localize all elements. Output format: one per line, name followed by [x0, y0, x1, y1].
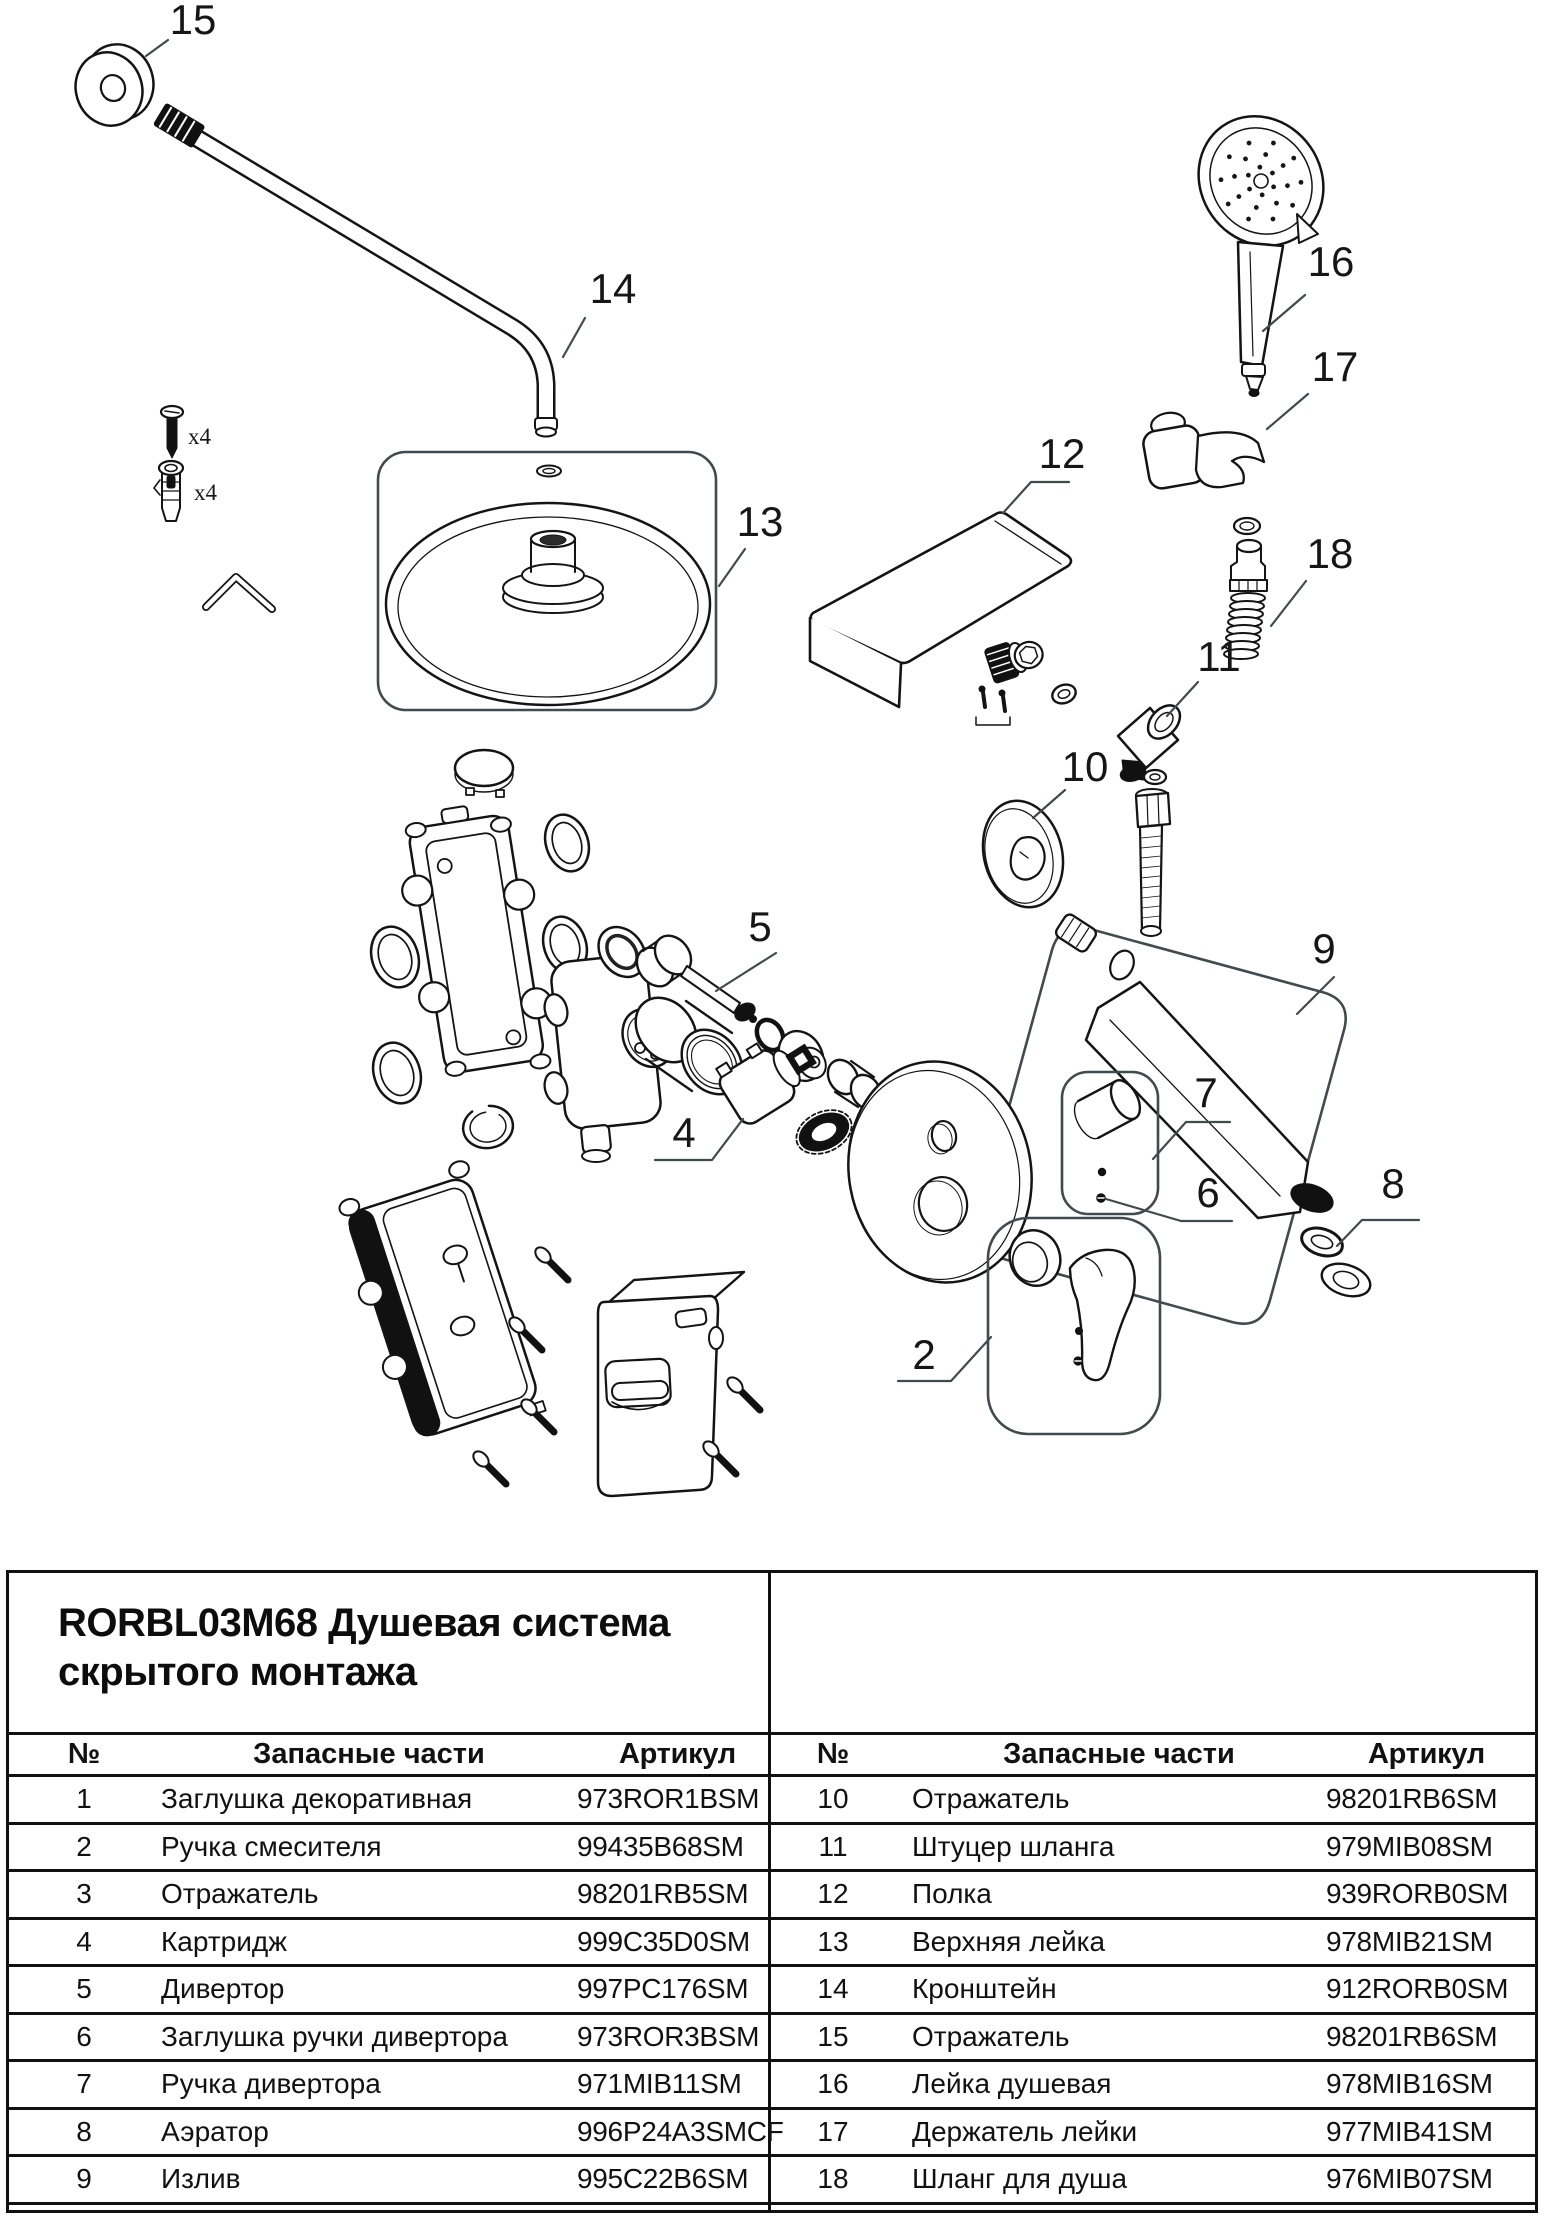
leader-5: [716, 953, 776, 991]
row-name: Ручка дивертора: [161, 2068, 381, 2100]
row-name: Штуцер шланга: [912, 1830, 1115, 1862]
parts-table-right: [771, 1732, 1535, 2205]
row-name: Держатель лейки: [912, 2115, 1138, 2147]
row-num: 8: [76, 2115, 92, 2147]
header-num: №: [67, 1738, 101, 1770]
row-sku: 939RORB0SM: [1326, 1878, 1509, 1910]
product-title-line2: скрытого монтажа: [58, 1650, 417, 1694]
row-name: Картридж: [161, 1925, 287, 1957]
row-num: 9: [76, 2163, 92, 2195]
table-row: [9, 2062, 768, 2110]
callout-14: 14: [589, 265, 637, 312]
table-header: [9, 1732, 768, 1777]
anchor-qty-label: x4: [194, 480, 217, 505]
row-sku: 99435B68SM: [577, 1830, 744, 1862]
row-name: Отражатель: [912, 2020, 1070, 2052]
row-sku: 976MIB07SM: [1326, 2163, 1493, 2195]
header-num: №: [816, 1738, 850, 1770]
allen-key-icon: [206, 577, 272, 609]
row-sku: 98201RB5SM: [577, 1878, 749, 1910]
header-sku: Артикул: [1368, 1738, 1485, 1770]
row-num: 2: [76, 1830, 92, 1862]
table-row: [9, 1920, 768, 1968]
row-sku: 912RORB0SM: [1326, 1973, 1509, 2005]
table-row: [9, 2110, 784, 2158]
row-name: Отражатель: [912, 1783, 1070, 1815]
protective-box-icon: [329, 1159, 548, 1455]
row-name: Ручка смесителя: [161, 1830, 382, 1862]
leader-11: [1167, 682, 1198, 716]
mounting-bracket-icon: [391, 798, 562, 1086]
row-num: 6: [76, 2020, 92, 2052]
mixer-handle-2-icon: [988, 1218, 1160, 1434]
callout-9: 9: [1312, 925, 1336, 972]
decorative-cap-1-icon: [455, 750, 513, 797]
row-sku: 98201RB6SM: [1326, 1783, 1498, 1815]
row-num: 5: [76, 1973, 92, 2005]
row-name: Отражатель: [161, 1878, 319, 1910]
callout-18: 18: [1306, 530, 1354, 577]
leader-4: [655, 1119, 743, 1160]
callout-11: 11: [1197, 633, 1241, 680]
callout-2: 2: [912, 1331, 936, 1378]
row-num: 10: [817, 1783, 849, 1815]
table-row: [771, 1920, 1535, 1968]
row-name: Аэратор: [161, 2115, 269, 2147]
row-name: Полка: [912, 1878, 992, 1910]
table-row: [9, 1967, 768, 2015]
table-row: [9, 2015, 768, 2063]
wall-anchor-icon: [154, 461, 183, 521]
row-sku: 98201RB6SM: [1326, 2020, 1498, 2052]
product-title: [58, 1599, 748, 1697]
row-sku: 999C35D0SM: [577, 1925, 750, 1957]
table-row: [771, 2015, 1535, 2063]
row-sku: 997PC176SM: [577, 1973, 749, 2005]
row-name: Излив: [161, 2163, 241, 2195]
row-sku: 977MIB41SM: [1326, 2115, 1493, 2147]
row-num: 1: [76, 1783, 92, 1815]
overhead-shower-13-icon: [378, 452, 716, 710]
leader-17: [1267, 394, 1308, 429]
table-row: [9, 1777, 768, 1825]
escutcheon-10-icon: [972, 792, 1074, 916]
row-num: 11: [818, 1830, 848, 1862]
row-num: 4: [76, 1925, 92, 1957]
row-name: Кронштейн: [912, 1973, 1057, 2005]
table-row: [771, 2157, 1535, 2205]
row-num: 7: [76, 2068, 92, 2100]
row-num: 18: [817, 2163, 849, 2195]
row-name: Заглушка декоративная: [161, 1783, 473, 1815]
row-num: 17: [817, 2115, 849, 2147]
table-row: [771, 1967, 1535, 2015]
row-num: 12: [817, 1878, 849, 1910]
row-sku: 973ROR3BSM: [577, 2020, 760, 2052]
row-num: 3: [76, 1878, 92, 1910]
callout-6: 6: [1196, 1169, 1220, 1216]
row-name: Заглушка ручки дивертора: [161, 2020, 508, 2052]
row-sku: 978MIB21SM: [1326, 1925, 1493, 1957]
callout-4: 4: [672, 1109, 696, 1156]
row-sku: 995C22B6SM: [577, 2163, 749, 2195]
header-sku: Артикул: [619, 1738, 736, 1770]
table-row: [9, 1825, 768, 1873]
leader-18: [1271, 581, 1306, 626]
leader-15: [146, 40, 168, 56]
row-num: 14: [817, 1973, 849, 2005]
table-row: [771, 2062, 1535, 2110]
callout-8: 8: [1381, 1160, 1405, 1207]
parts-table-panel: [6, 1570, 1538, 2213]
product-title-line1: RORBL03M68 Душевая система: [58, 1601, 670, 1645]
shower-arm-14-icon: [153, 102, 557, 436]
callout-15: 15: [169, 0, 217, 43]
callout-5: 5: [748, 903, 772, 950]
shelf-12-icon: [810, 513, 1071, 708]
mounting-screw-icon: [161, 406, 183, 458]
row-num: 13: [817, 1925, 849, 1957]
callout-10: 10: [1061, 743, 1109, 790]
screw-qty-label: x4: [188, 424, 211, 449]
row-name: Верхняя лейка: [912, 1925, 1106, 1957]
row-num: 16: [817, 2068, 849, 2100]
row-name: Лейка душевая: [912, 2068, 1112, 2100]
row-sku: 973ROR1BSM: [577, 1783, 760, 1815]
row-name: Шланг для душа: [912, 2163, 1128, 2195]
parts-table-left: [9, 1732, 784, 2205]
escutcheon-15-icon: [66, 35, 163, 134]
leader-8: [1337, 1220, 1419, 1246]
row-sku: 979MIB08SM: [1326, 1830, 1493, 1862]
row-sku: 978MIB16SM: [1326, 2068, 1493, 2100]
leader-12: [1003, 482, 1069, 513]
header-name: Запасные части: [253, 1738, 485, 1770]
callout-16: 16: [1307, 238, 1355, 285]
table-row: [9, 2157, 768, 2205]
row-sku: 971MIB11SM: [577, 2068, 742, 2100]
table-row: [771, 1825, 1535, 1873]
shelf-fitting-icon: [976, 633, 1078, 725]
leader-10: [1033, 790, 1065, 818]
header-name: Запасные части: [1003, 1738, 1235, 1770]
leader-13: [719, 549, 745, 586]
row-name: Дивертор: [161, 1973, 285, 2005]
aerator-8-icon: [1298, 1223, 1374, 1302]
spout-feed-hose-icon: [1136, 770, 1170, 936]
leader-14: [563, 318, 585, 357]
table-header: [771, 1732, 1535, 1777]
table-row: [771, 1777, 1535, 1825]
callout-12: 12: [1038, 430, 1086, 477]
callout-17: 17: [1311, 343, 1359, 390]
callout-7: 7: [1194, 1069, 1218, 1116]
row-sku: 996P24A3SMCF: [577, 2115, 784, 2147]
row-num: 15: [817, 2020, 849, 2052]
shower-holder-17-icon: [1141, 410, 1264, 490]
table-row: [771, 2110, 1535, 2158]
callout-13: 13: [736, 498, 784, 545]
table-row: [771, 1872, 1535, 1920]
table-row: [9, 1872, 768, 1920]
